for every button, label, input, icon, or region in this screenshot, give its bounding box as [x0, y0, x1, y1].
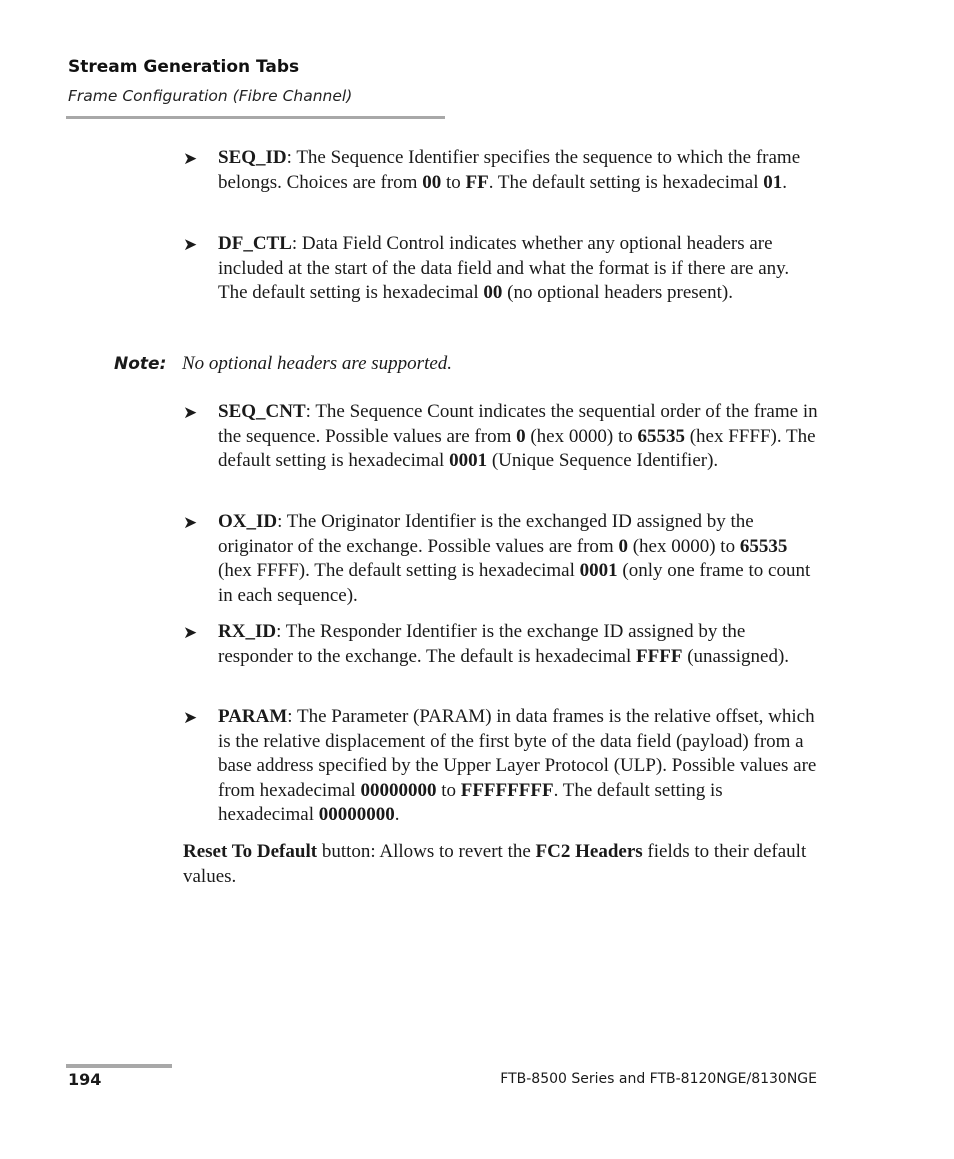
list-item-seq-cnt: [183, 400, 823, 474]
bullet-arrow-icon: ➤: [183, 235, 198, 255]
list-item-rx-id: [183, 620, 823, 669]
field-term: SEQ_CNT: [218, 401, 306, 422]
list-item-df-ctl: [183, 232, 823, 306]
bullet-arrow-icon: ➤: [183, 403, 198, 423]
field-term: DF_CTL: [218, 233, 292, 254]
note-label: Note:: [114, 354, 167, 374]
bullet-arrow-icon: ➤: [183, 513, 198, 533]
item-text: RX_ID: The Responder Identifier is the exchange ID assigned by the responder to the exchange. The default is hexadecimal FFFF (unassigned).: [218, 621, 790, 667]
list-item-param: [183, 705, 823, 828]
note-text: No optional headers are supported.: [182, 353, 453, 374]
section-subtitle: Frame Configuration (Fibre Channel): [68, 87, 353, 105]
list-item-ox-id: [183, 510, 823, 608]
item-text: OX_ID: The Originator Identifier is the exchanged ID assigned by the originator of the exchange. Possible values are from 0 (hex 0000) to 65535 (hex FFFF). The default setting is hexadecimal 0001 (only one frame to count in each sequence).: [218, 511, 811, 606]
note: [114, 352, 834, 376]
product-name: FTB-8500 Series and FTB-8120NGE/8130NGE: [500, 1071, 817, 1087]
list-item-seq-id: [183, 146, 823, 195]
footer-divider: [66, 1064, 172, 1068]
bullet-arrow-icon: ➤: [183, 149, 198, 169]
section-title: Stream Generation Tabs: [68, 57, 300, 77]
item-text: SEQ_ID: The Sequence Identifier specifies the sequence to which the frame belongs. Choices are from 00 to FF. The default setting is hexadecimal 01.: [218, 147, 801, 193]
field-term: PARAM: [218, 706, 288, 727]
field-term: OX_ID: [218, 511, 278, 532]
bullet-arrow-icon: ➤: [183, 708, 198, 728]
bullet-arrow-icon: ➤: [183, 623, 198, 643]
item-text: PARAM: The Parameter (PARAM) in data frames is the relative offset, which is the relative displacement of the first byte of the data field (payload) from a base address specified by the Upper Layer Protocol (ULP). Possible values are from hexadecimal 00000000 to FFFFFFFF. The default setting is hexadecimal 00000000.: [218, 706, 817, 826]
reset-description: Reset To Default button: Allows to revert the FC2 Headers fields to their default values.: [183, 841, 807, 887]
field-term: SEQ_ID: [218, 147, 287, 168]
page-number: 194: [68, 1070, 102, 1089]
item-text: SEQ_CNT: The Sequence Count indicates the sequential order of the frame in the sequence. Possible values are from 0 (hex 0000) to 65535 (hex FFFF). The default setting is hexadecimal 0001 (Unique Sequence Identifier).: [218, 401, 818, 472]
item-text: DF_CTL: Data Field Control indicates whether any optional headers are included at the start of the data field and what the format is if there are any. The default setting is hexadecimal 00 (no optional headers present).: [218, 233, 790, 304]
field-term: RX_ID: [218, 621, 277, 642]
reset-term: Reset To Default: [183, 841, 318, 862]
header-divider: [66, 116, 445, 119]
